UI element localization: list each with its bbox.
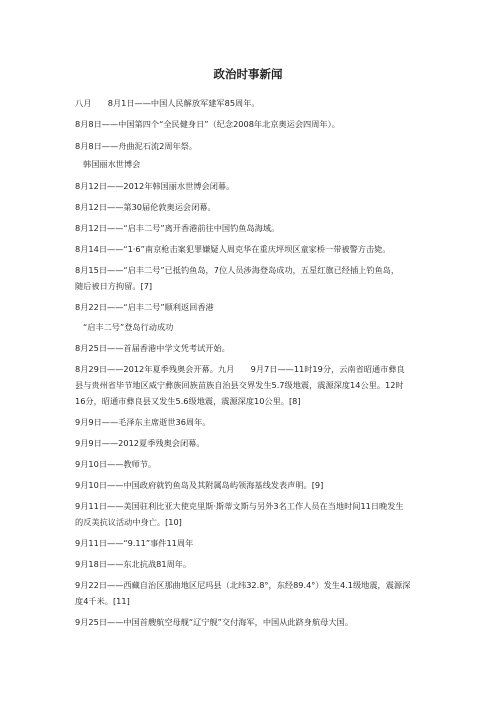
news-line: 9月9日——毛泽东主席逝世36周年。 <box>75 417 211 427</box>
news-line: 8月25日——首届香港中学文凭考试开始。 <box>75 343 230 353</box>
news-line: 8月12日——第30届伦敦奥运会闭幕。 <box>75 202 216 212</box>
news-line: 9月11日——“9.11”事件11周年 <box>75 538 194 548</box>
news-line: 9月25日——中国首艘航空母舰“辽宁舰”交付海军，中国从此跻身航母大国。 <box>75 617 353 627</box>
news-line: 9月11日——美国驻利比亚大使克里斯·斯蒂文斯与另外3名工作人员在当地时间11日晚发生 <box>75 501 404 511</box>
news-line: 8月12日——“启丰二号”离开香港前往中国钓鱼岛海域。 <box>75 223 280 233</box>
news-line: 9月9日——2012夏季残奥会闭幕。 <box>75 438 205 448</box>
news-line-continued: 随后被日方拘留。[7] <box>75 281 153 291</box>
news-line: 9月22日——西藏自治区那曲地区尼玛县（北纬32.8°，东经89.4°）发生4.1级地震，震源深 <box>75 580 411 590</box>
section-subheading: 韩国丽水世博会 <box>83 159 141 169</box>
news-line-continued: 的反美抗议活动中身亡。[10] <box>75 517 182 527</box>
news-line: 8月12日——2012年韩国丽水世博会闭幕。 <box>75 181 235 191</box>
news-line: 8月22日——“启丰二号”顺利返回香港 <box>75 302 214 312</box>
news-line: 9月10日——中国政府就钓鱼岛及其附属岛屿领海基线发表声明。[9] <box>75 480 324 490</box>
news-line: 8月14日——“1·6”南京枪击案犯罪嫌疑人周克华在重庆坪坝区童家桥一带被警方击毙。 <box>75 244 391 254</box>
news-line: 八月 8月1日——中国人民解放军建军85周年。 <box>75 98 260 108</box>
news-line: 8月15日——“启丰二号”已抵钓鱼岛，7位人员涉海登岛成功，五星红旗已经插上钓鱼岛， <box>75 265 400 275</box>
news-line-continued: 县与贵州省毕节地区威宁彝族回族苗族自治县交界发生5.7级地震，震源深度14公里。12时 <box>75 380 404 390</box>
page-title: 政治时事新闻 <box>213 67 283 81</box>
news-line-continued: 16分，昭通市彝良县又发生5.6级地震，震源深度10公里。[8] <box>75 396 301 406</box>
news-line: 9月10日——教师节。 <box>75 459 157 469</box>
news-line: 8月8日——中国第四个“全民健身日”（纪念2008年北京奥运会四周年）。 <box>75 119 340 129</box>
news-line-continued: 度4千米。[11] <box>75 596 130 606</box>
news-line: 8月29日——2012年夏季残奥会开幕。九月 9月7日——11时19分，云南省昭通市彝良 <box>75 364 405 374</box>
news-line: 8月8日——舟曲泥石流2周年祭。 <box>75 141 198 151</box>
section-subheading: “启丰二号”登岛行动成功 <box>83 322 174 332</box>
news-line: 9月18日——东北抗战81周年。 <box>75 559 192 569</box>
